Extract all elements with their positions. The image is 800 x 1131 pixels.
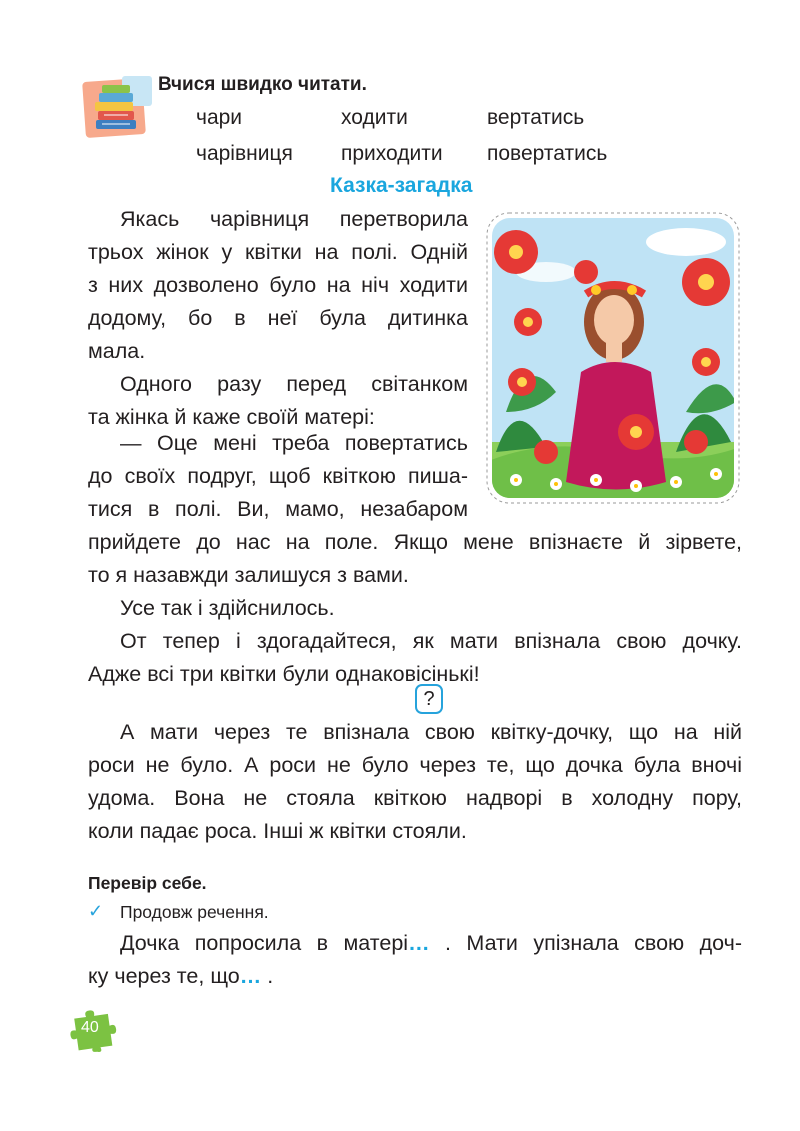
checkmark-icon: ✓ (88, 901, 104, 921)
drill-word: вертатись (487, 106, 585, 129)
story-line: то я назавжди залишуся з вами. (88, 563, 409, 587)
story-line: трьох жінок у квітки на полі. Одній (88, 240, 468, 264)
story-line: От тепер і здогадайтеся, як мати впізнала свою дочку. (120, 629, 742, 653)
story-line: з них дозволено було на ніч ходити (88, 273, 468, 297)
story-title: Казка-загадка (330, 174, 473, 197)
answer-line: коли падає роса. Інші ж квітки стояли. (88, 819, 467, 843)
story-line: мала. (88, 339, 146, 363)
drill-word: повертатись (487, 142, 608, 165)
answer-line: А мати через те впізнала свою квітку-дочку, що на ній (120, 720, 742, 744)
drill-word: ходити (341, 106, 408, 129)
story-line: Адже всі три квітки були однаковісінькі! (88, 662, 480, 686)
fill-text: Дочка попросила в матері (120, 931, 409, 955)
check-task: Продовж речення. (120, 902, 269, 922)
story-line: Одного разу перед світанком (120, 372, 468, 396)
fill-blank: … (239, 964, 262, 988)
fill-in-line (120, 927, 742, 960)
fill-text: . Мати упізнала свою доч- (429, 931, 742, 955)
page-number: 40 (81, 1019, 99, 1036)
story-line: додому, бо в неї була дитинка (88, 306, 468, 330)
story-line: до своїх подруг, щоб квіткою пиша- (88, 464, 468, 488)
books-stack-icon (82, 74, 154, 140)
illustration-woman-flowers (486, 212, 740, 504)
fill-text: ку через те, що (88, 964, 240, 988)
check-title: Перевір себе. (88, 873, 207, 893)
story-line: Якась чарівниця перетворила (120, 207, 468, 231)
story-line: Усе так і здійснилось. (120, 596, 335, 620)
answer-line: роси не було. А роси не було через те, що дочка була вночі (88, 753, 742, 777)
question-mark-box: ? (415, 684, 443, 714)
fill-text: . (261, 964, 274, 988)
fill-blank: … (408, 931, 430, 955)
story-line: прийдете до нас на поле. Якщо мене впізнаєте й зірвете, (88, 530, 742, 554)
story-line: та жінка й каже своїй матері: (88, 405, 375, 429)
story-line: — Оце мені треба повертатись (120, 431, 468, 455)
drill-word: чарівниця (196, 142, 293, 165)
drill-title: Вчися швидко читати. (158, 74, 367, 95)
fill-in-line (88, 960, 273, 993)
story-line: тися в полі. Ви, мамо, незабаром (88, 497, 468, 521)
drill-word: приходити (341, 142, 443, 165)
answer-line: удома. Вона не стояла квіткою надворі в холодну пору, (88, 786, 742, 810)
drill-word: чари (196, 106, 243, 129)
